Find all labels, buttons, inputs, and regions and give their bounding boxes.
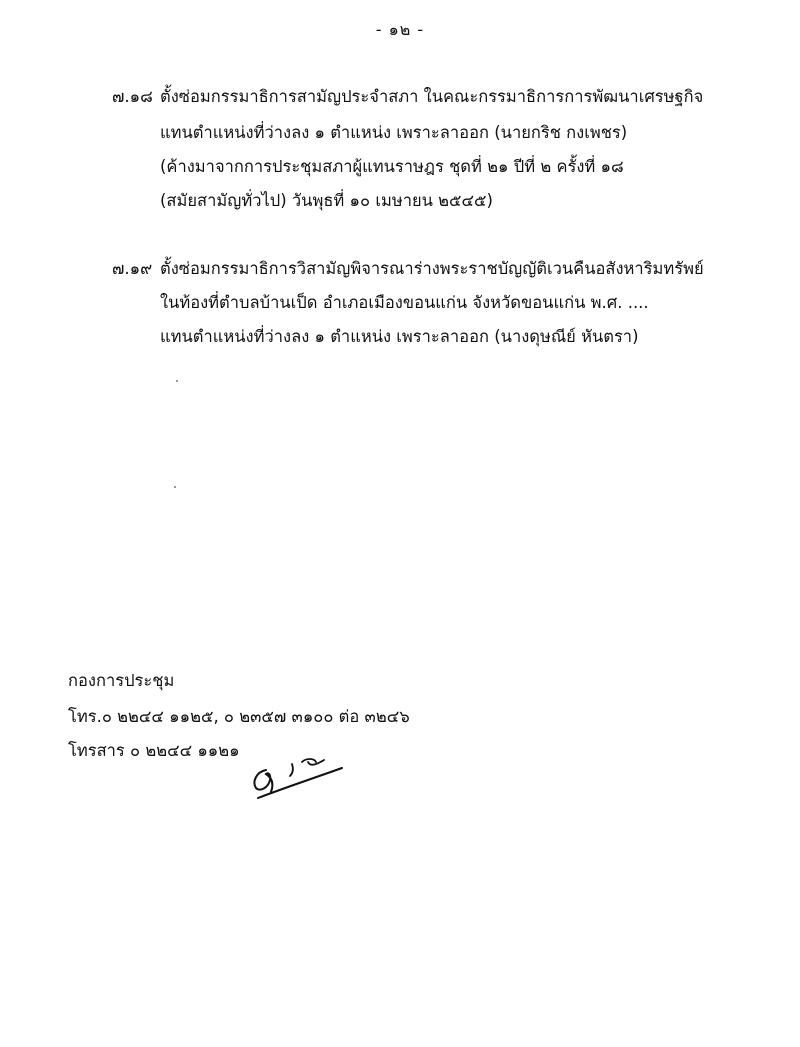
item-7-18-line-1 — [112, 86, 703, 108]
item-7-19-line-1 — [112, 258, 704, 280]
item-7-18-line-2: แทนตำแหน่งที่ว่างลง ๑ ตำแหน่ง เพราะลาออก (นายกริช กงเพชร) — [160, 123, 628, 142]
item-7-19-number: ๗.๑๙ — [112, 259, 153, 278]
item-7-18-line-4: (สมัยสามัญทั่วไป) วันพุธที่ ๑๐ เมษายน ๒๕๔๕) — [160, 191, 493, 210]
fax-number: โทรสาร ๐ ๒๒๔๔ ๑๑๒๑ — [68, 741, 240, 760]
item-7-18-line-3: (ค้างมาจากการประชุมสภาผู้แทนราษฎร ชุดที่ ๒๑ ปีที่ ๒ ครั้งที่ ๑๘ — [160, 157, 624, 176]
scan-speck — [174, 486, 176, 488]
item-7-19-line-3: แทนตำแหน่งที่ว่างลง ๑ ตำแหน่ง เพราะลาออก (นางดุษณีย์ หันตรา) — [160, 327, 639, 346]
item-7-19-text-1: ตั้งซ่อมกรรมาธิการวิสามัญพิจารณาร่างพระราชบัญญัติเวนคืนอสังหาริมทรัพย์ — [160, 259, 704, 278]
phone-number: โทร.๐ ๒๒๔๔ ๑๑๒๕, ๐ ๒๓๕๗ ๓๑๐๐ ต่อ ๓๒๔๖ — [68, 707, 410, 726]
scan-speck — [176, 380, 178, 382]
page-number: - ๑๒ - — [375, 20, 425, 39]
office-name: กองการประชุม — [68, 671, 175, 690]
item-7-19-line-2: ในท้องที่ตำบลบ้านเป็ด อำเภอเมืองขอนแก่น จังหวัดขอนแก่น พ.ศ. .... — [160, 293, 649, 312]
item-7-18-text-1: ตั้งซ่อมกรรมาธิการสามัญประจำสภา ในคณะกรรมาธิการการพัฒนาเศรษฐกิจ — [160, 87, 704, 106]
item-7-18-number: ๗.๑๘ — [112, 87, 153, 106]
handwritten-initials — [244, 752, 354, 804]
